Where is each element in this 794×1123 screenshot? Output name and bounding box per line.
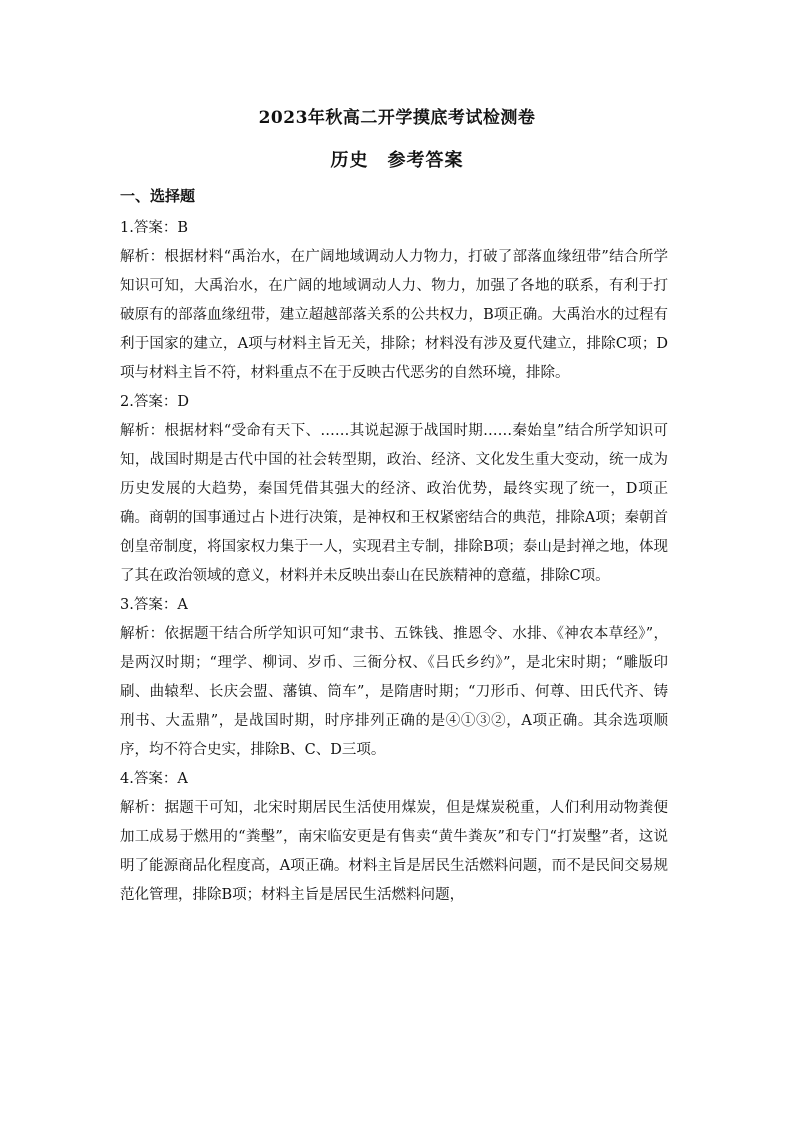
document-subtitle: 历史 参考答案 [330,150,464,171]
analysis-text: 解析：依据题干结合所学知识可知“隶书、五铢钱、推恩令、水排、《神农本草经》”，是两汉时期；“理学、柳词、岁币、三衙分权、《吕氏乡约》”，是北宋时期；“雕版印刷、曲辕犁、长庆会盟、藩镇、筒车”，是隋唐时期；“刀形币、何尊、田氏代齐、铸刑书、大盂鼎”，是战国时期，时序排列正确的是④①③②，A项正确。其余选项顺序，均不符合史实，排除B、C、D三项。 [120,626,668,758]
analysis-text: 解析：据题干可知，北宋时期居民生活使用煤炭，但是煤炭税重，人们利用动物粪便加工成易于燃用的“粪墼”，南宋临安更是有售卖“黄牛粪灰”和专门“打炭墼”者，这说明了能源商品化程度高，A项正确。材料主旨是居民生活燃料问题，而不是民间交易规范化管理，排除B项；材料主旨是居民生活燃料问题， [120,800,668,903]
answer-line: 4.答案：A [120,771,188,787]
question-2 [120,388,668,591]
analysis-text: 解析：根据材料“禹治水，在广阔地域调动人力物力，打破了部落血缘纽带”结合所学知识可知，大禹治水，在广阔的地域调动人力、物力，加强了各地的联系，有利于打破原有的部落血缘纽带，建立超越部落关系的公共权力，B项正确。大禹治水的过程有利于国家的建立，A项与材料主旨无关，排除；材料没有涉及夏代建立，排除C项；D项与材料主旨不符，材料重点不在于反映古代恶劣的自然环境，排除。 [120,249,668,381]
question-4 [120,765,668,910]
section-heading: 一、选择题 [120,187,196,205]
answer-line: 1.答案：B [120,220,188,236]
analysis-text: 解析：根据材料“受命有天下、……其说起源于战国时期……秦始皇”结合所学知识可知，战国时期是古代中国的社会转型期，政治、经济、文化发生重大变动，统一成为历史发展的大趋势，秦国凭借其强大的经济、政治优势，最终实现了统一，D项正确。商朝的国事通过占卜进行决策，是神权和王权紧密结合的典范，排除A项；秦朝首创皇帝制度，将国家权力集于一人，实现君主专制，排除B项；泰山是封禅之地，体现了其在政治领域的意义，材料并未反映出泰山在民族精神的意蕴，排除C项。 [120,423,668,584]
answer-line: 3.答案：A [120,597,188,613]
document-title: 2023年秋高二开学摸底考试检测卷 [258,108,536,128]
answer-content [120,185,668,910]
answer-line: 2.答案：D [120,394,189,410]
question-1 [120,214,668,388]
question-3 [120,591,668,765]
